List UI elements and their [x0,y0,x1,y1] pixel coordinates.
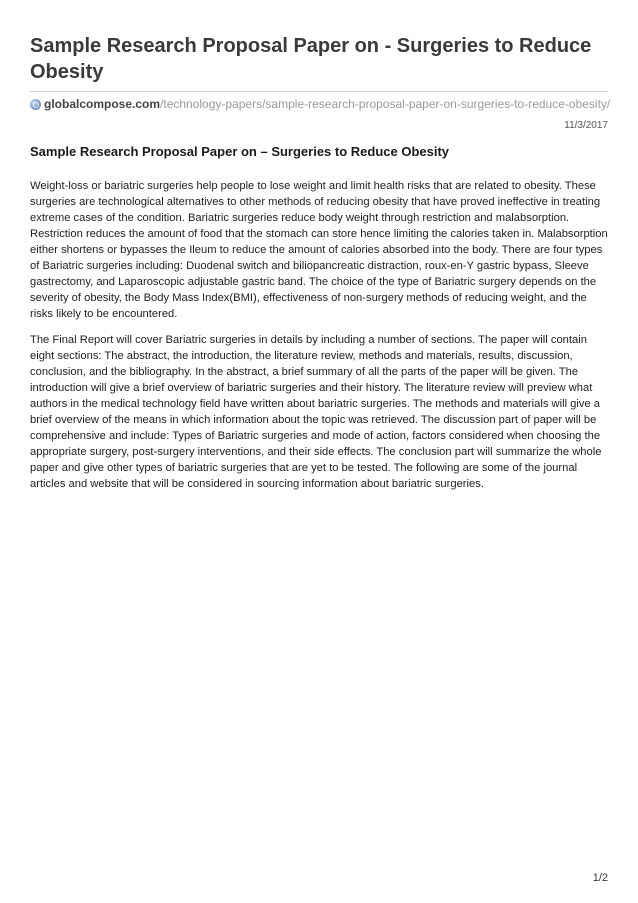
page-number: 1/2 [592,872,608,884]
document-date: 11/3/2017 [564,120,608,131]
document-title: Sample Research Proposal Paper on - Surgeries to Reduce Obesity [30,35,592,83]
body-paragraph: Weight-loss or bariatric surgeries help people to lose weight and limit health risks that are related to obesity. These surgeries are technological alternatives to other methods of reducing obesity that have proved ineffective in treating extreme cases of the condition. Bariatric surgeries reduce body weight through restriction and malabsorption. Restriction reduces the amount of food that the stomach can store hence limiting the calories taken in. Malabsorption either shortens or bypasses the Ileum to reduce the amount of calories absorbed into the body. There are four types of Bariatric surgeries including: Duodenal switch and biliopancreatic distraction, roux-en-Y gastric bypass, Sleeve gastrectomy, and Laparoscopic adjustable gastric band. The choice of the type of Bariatric surgery depends on the severity of obesity, the Body Mass Index(BMI), effectiveness of non-surgery methods of reducing weight, and the risks likely to be encountered. [30,180,608,320]
article-heading: Sample Research Proposal Paper on – Surgeries to Reduce Obesity [30,144,450,159]
document-page [30,0,611,492]
article-body [30,178,608,492]
source-domain[interactable]: globalcompose.com [44,97,161,111]
source-url[interactable] [30,96,611,112]
source-path[interactable]: /technology-papers/sample-research-proposal-paper-on-surgeries-to-reduce-obesity/ [160,97,611,111]
body-paragraph: The Final Report will cover Bariatric surgeries in details by including a number of sections. The paper will contain eight sections: The abstract, the introduction, the literature review, methods and materials, results, discussion, conclusion, and the bibliography. In the abstract, a brief summary of all the parts of the paper will be given. The introduction will give a brief overview of bariatric surgeries and their history. The literature review will preview what authors in the medical technology field have written about bariatric surgeries. The methods and materials will give a brief overview of the means in which information about the topic was retrieved. The discussion part of paper will be comprehensive and include: Types of Bariatric surgeries and mode of action, factors considered when choosing the appropriate surgery, post-surgery interventions, and their side effects. The conclusion part will summarize the whole paper and give other types of bariatric surgeries that are yet to be tested. The following are some of the journal articles and website that will be considered in sourcing information about bariatric surgeries. [30,334,602,490]
title-divider [30,91,608,92]
globe-icon [30,99,41,110]
